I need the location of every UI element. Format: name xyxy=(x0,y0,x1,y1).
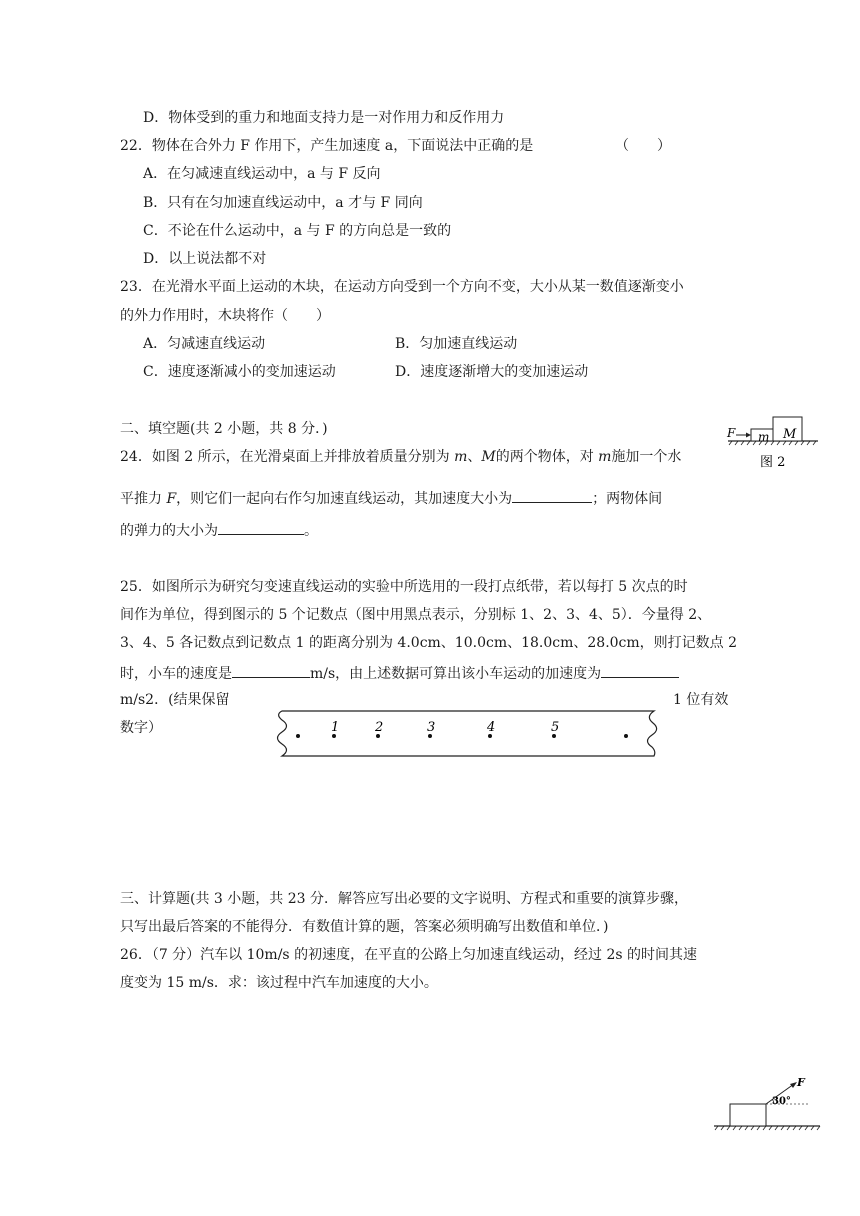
q23-option-b: B．匀加速直线运动 xyxy=(395,336,518,352)
tape-count-label-1: 1 xyxy=(331,720,340,735)
bottom-figure-force-label: F xyxy=(797,1076,805,1089)
q25-line5: m/s2．(结果保留 xyxy=(120,692,230,708)
figure-2-force-label: F xyxy=(727,426,736,440)
section-3-line1: 三、计算题(共 3 小题，共 23 分．解答应写出必要的文字说明、方程式和重要的演算步骤， xyxy=(120,891,688,907)
figure-2-caption: 图 2 xyxy=(760,455,786,470)
figure-2-mass-M-label: M xyxy=(783,427,797,442)
q26-line2: 度变为 15 m/s．求：该过程中汽车加速度的大小。 xyxy=(120,975,438,991)
q25-line4: 时，小车的速度是 m/s，由上述数据可算出该小车运动的加速度为 xyxy=(120,663,679,683)
q24-line1: 24．如图 2 所示，在光滑桌面上并排放着质量分别为 m、M的两个物体，对 m施加一个水 xyxy=(120,449,682,465)
figure-2-mass-m-label: m xyxy=(758,430,770,444)
q23-option-d: D．速度逐渐增大的变加速运动 xyxy=(395,364,589,380)
q24-line2: 平推力 F，则它们一起向右作匀加速直线运动，其加速度大小为 ；两物体间 xyxy=(120,488,662,508)
ticker-tape xyxy=(268,709,664,759)
bottom-figure-angle-label: 30° xyxy=(772,1096,791,1107)
tape-count-label-4: 4 xyxy=(487,720,496,735)
q26-line1: 26．（7 分）汽车以 10m/s 的初速度，在平直的公路上匀加速直线运动，经过 2s 的时间其速 xyxy=(120,947,698,963)
q24-force-blank[interactable] xyxy=(218,520,304,535)
q25-line1: 25．如图所示为研究匀变速直线运动的实验中所选用的一段打点纸带，若以每打 5 次点的时 xyxy=(120,579,688,595)
tape-count-label-2: 2 xyxy=(375,720,384,735)
q23-option-c: C．速度逐渐减小的变加速运动 xyxy=(143,364,336,380)
q21-option-d: D．物体受到的重力和地面支持力是一对作用力和反作用力 xyxy=(143,110,505,126)
q25-line3: 3、4、5 各记数点到记数点 1 的距离分别为 4.0cm、10.0cm、18.0cm、28.0cm，则打记数点 2 xyxy=(120,635,738,651)
q25-velocity-blank[interactable] xyxy=(232,663,310,678)
block-force-angle-figure xyxy=(708,1074,824,1136)
q22-stem: 22．物体在合外力 F 作用下，产生加速度 a，下面说法中正确的是 xyxy=(120,138,534,154)
q25-line2: 间作为单位，得到图示的 5 个记数点（图中用黑点表示，分别标 1、2、3、4、5）．今量得 2、 xyxy=(120,607,712,623)
q22-option-c: C．不论在什么运动中，a 与 F 的方向总是一致的 xyxy=(143,223,452,239)
q22-option-d: D．以上说法都不对 xyxy=(143,251,267,267)
section-3-line2: 只写出最后答案的不能得分．有数值计算的题，答案必须明确写出数值和单位．) xyxy=(120,919,609,935)
q22-answer-paren: （ ） xyxy=(615,138,671,154)
q23-option-a: A．匀减速直线运动 xyxy=(143,336,266,352)
q24-acceleration-blank[interactable] xyxy=(512,488,592,503)
q23-stem-line2: 的外力作用时，木块将作（ ） xyxy=(120,308,330,324)
q22-option-a: A．在匀减速直线运动中，a 与 F 反向 xyxy=(143,166,381,182)
figure-2-blocks xyxy=(722,412,822,470)
q24-line3: 的弹力的大小为 。 xyxy=(120,520,318,540)
section-2-title: 二、填空题(共 2 小题，共 8 分．) xyxy=(120,421,328,437)
q25-acceleration-blank[interactable] xyxy=(601,663,679,678)
tape-count-label-5: 5 xyxy=(551,720,560,735)
q22-option-b: B．只有在匀加速直线运动中，a 才与 F 同向 xyxy=(143,195,423,211)
tape-count-label-3: 3 xyxy=(427,720,436,735)
q25-line6: 数字） xyxy=(120,720,162,736)
q23-stem-line1: 23．在光滑水平面上运动的木块，在运动方向受到一个方向不变，大小从某一数值逐渐变小 xyxy=(120,279,684,295)
q25-line5-right: 1 位有效 xyxy=(673,692,729,708)
